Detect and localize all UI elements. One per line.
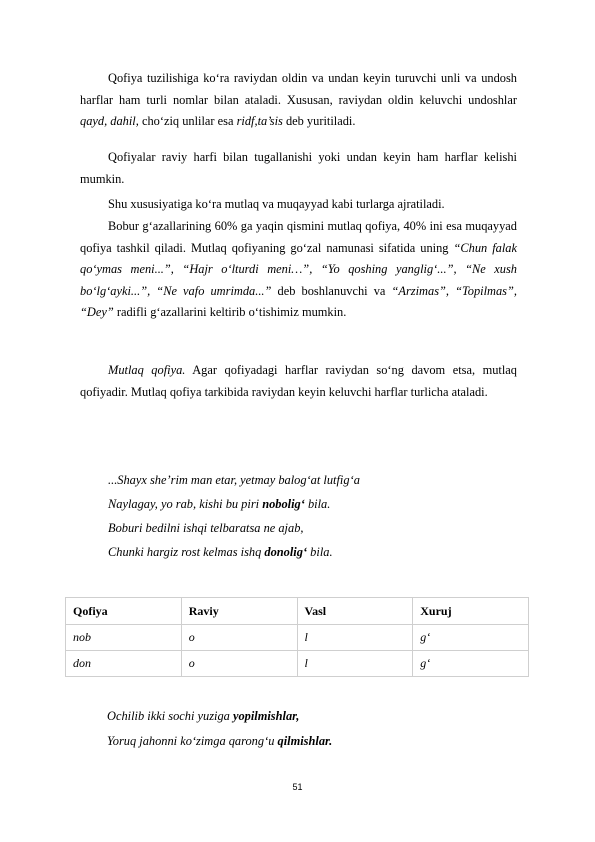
paragraph-rhyme-structure: Qofiya tuzilishiga ko‘ra raviydan oldin va undan keyin turuvchi unli va undosh harflar ham turli nomlar bilan ataladi. Xususan, raviydan oldin keluvchi undoshlar qayd, dahil, cho‘ziq unlilar esa ridf,ta’sis deb yuritiladi. (80, 71, 517, 129)
verse-line: Chunki hargiz rost kelmas ishq donolig‘ bila. (108, 545, 333, 559)
paragraph-mutlaq-qofiya: Mutlaq qofiya. Agar qofiyadagi harflar raviydan so‘ng davom etsa, mutlaq qofiyadir. Mutlaq qofiya tarkibida raviydan keyin keluvchi harflar turlicha ataladi. (80, 363, 518, 399)
paragraph-bobur-ghazals: Bobur g‘azallarining 60% ga yaqin qismini mutlaq qofiya, 40% ini esa muqayyad qofiya tashkil qiladi. Mutlaq qofiyaning go‘zal namunasi sifatida uning “Chun falak qo‘ymas meni...”, “Hajr o‘lturdi meni…”, “Yo qoshing yanglig‘...”, “Ne xush bo‘lg‘ayki...”, “Ne vafo umrimda...” deb boshlanuvchi va “Arzimas”, “Topilmas”, “Dey” radifli g‘azallarini keltirib o‘tishimiz mumkin. (80, 219, 517, 320)
table-row (66, 651, 529, 677)
verse-line: ...Shayx she’rim man etar, yetmay balog‘at lutfig‘a (108, 473, 360, 487)
column-header: Raviy (181, 598, 297, 625)
table-cell: g‘ (413, 625, 529, 651)
page-number: 51 (292, 782, 303, 792)
verse-line: Boburi bedilni ishqi telbaratsa ne ajab, (108, 521, 304, 535)
column-header: Xuruj (413, 598, 529, 625)
column-header: Vasl (297, 598, 413, 625)
table-cell: l (297, 625, 413, 651)
verse-line: Naylagay, yo rab, kishi bu piri nobolig‘ bila. (108, 497, 331, 511)
table-cell: don (66, 651, 182, 677)
table-cell: l (297, 651, 413, 677)
rhyme-analysis-table (65, 597, 529, 677)
table-row (66, 625, 529, 651)
table-cell: o (181, 651, 297, 677)
paragraph-raviy-ending: Qofiyalar raviy harfi bilan tugallanishi yoki undan keyin ham harflar kelishi mumkin. (80, 150, 517, 186)
table-cell: o (181, 625, 297, 651)
table-cell: g‘ (413, 651, 529, 677)
verse-line: Ochilib ikki sochi yuziga yopilmishlar, (107, 709, 300, 723)
table-cell: nob (66, 625, 182, 651)
paragraph-types: Shu xususiyatiga ko‘ra mutlaq va muqayyad kabi turlarga ajratiladi. (108, 197, 445, 211)
table-header-row (66, 598, 529, 625)
verse-line: Yoruq jahonni ko‘zimga qarong‘u qilmishlar. (107, 734, 333, 748)
column-header: Qofiya (66, 598, 182, 625)
